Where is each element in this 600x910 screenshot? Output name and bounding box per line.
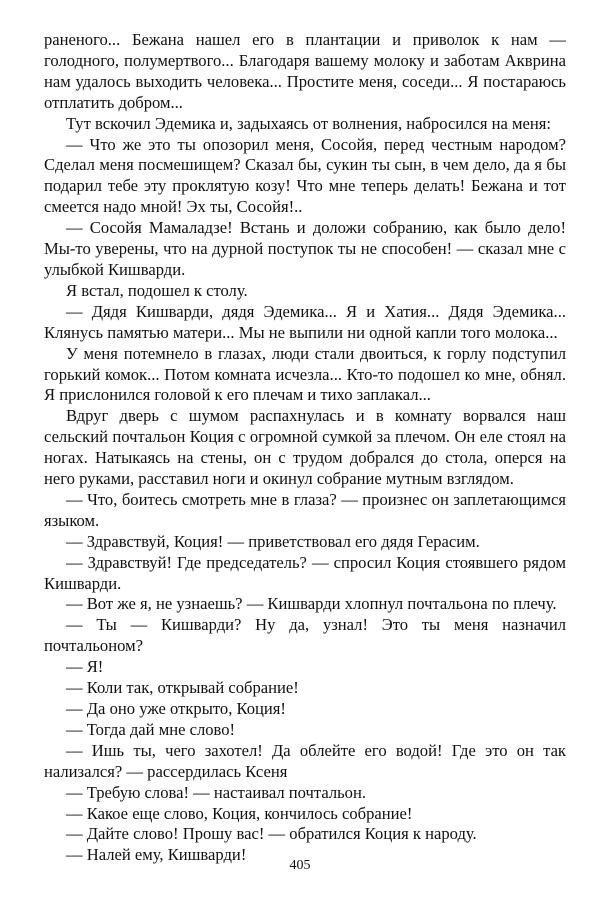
paragraph: — Вот же я, не узнаешь? — Кишварди хлопнул почтальона по плечу. [66, 594, 557, 614]
paragraph: — Да оно уже открыто, Коция! [66, 699, 286, 718]
paragraph: — Коли так, открывай собрание! [66, 678, 299, 698]
page-number: 405 [289, 858, 311, 873]
paragraph: Тут вскочил Эдемика и, задыхаясь от волнения, набросился на меня: [66, 113, 551, 133]
paragraph: — Дайте слово! Прошу вас! — обратился Коция к народу. [66, 824, 477, 844]
paragraph: У меня потемнело в глазах, люди стали двоиться, к горлу подступил горький комок... Потом комната исчезла... Кто-то подошел ко мне, обнял. Я прислонился головой к его плечам и тихо заплакал... [44, 343, 566, 405]
paragraph: — Тогда дай мне слово! [66, 719, 236, 739]
paragraph: — Налей ему, Кишварди! [66, 845, 247, 865]
paragraph: — Требую слова! — настаивал почтальон. [66, 782, 366, 802]
paragraph: — Какое еще слово, Коция, кончилось собрание! [66, 803, 413, 823]
paragraph: Я встал, подошел к столу. [66, 280, 248, 300]
paragraph: — Ты — Кишварди? Ну да, узнал! Это ты меня назначил почтальоном? [44, 615, 566, 656]
paragraph: раненого... Бежана нашел его в плантации и приволок к нам — голодного, полумертвого... Благодаря вашему молоку и заботам Акврина нам удалось выходить человека... Простите меня, соседи... Я постараюсь отплатить добром... [44, 30, 566, 112]
paragraph: — Сосойя Мамаладзе! Встань и доложи собранию, как было дело! Мы-то уверены, что на дурной поступок ты не способен! — сказал мне с улыбкой Кишварди. [44, 218, 566, 279]
paragraph: Вдруг дверь с шумом распахнулась и в комнату ворвался наш сельский почтальон Коция с огромной сумкой за плечом. Он еле стоял на ногах. Натыкаясь на стены, он с трудом добрался до стола, оперся на него руками, расставил ноги и окинул собрание мутным взглядом. [44, 406, 566, 489]
paragraph: — Что же это ты опозорил меня, Сосойя, перед честным народом? Сделал меня посмешищем? Сказал бы, сукин ты сын, в чем дело, да я бы подарил тебе эту проклятую козу! Что мне теперь делать! Бежана и тот смеется надо мной! Эх ты, Сосойя!.. [44, 134, 566, 217]
paragraph: — Я! [66, 657, 104, 677]
paragraph: — Здравствуй, Коция! — приветствовал его дядя Герасим. [66, 531, 480, 551]
page-body [44, 30, 566, 866]
paragraph: — Здравствуй! Где председатель? — спросил Коция стоявшего рядом Кишварди. [44, 552, 566, 593]
paragraph: — Ишь ты, чего захотел! Да облейте его водой! Где это он так нализался? — рассердилась Ксеня [44, 740, 566, 781]
paragraph: — Дядя Кишварди, дядя Эдемика... Я и Хатия... Дядя Эдемика... Клянусь памятью матери... Мы не выпили ни одной капли того молока... [44, 301, 566, 342]
paragraph: — Что, боитесь смотреть мне в глаза? — произнес он заплетающимся языком. [44, 489, 566, 530]
